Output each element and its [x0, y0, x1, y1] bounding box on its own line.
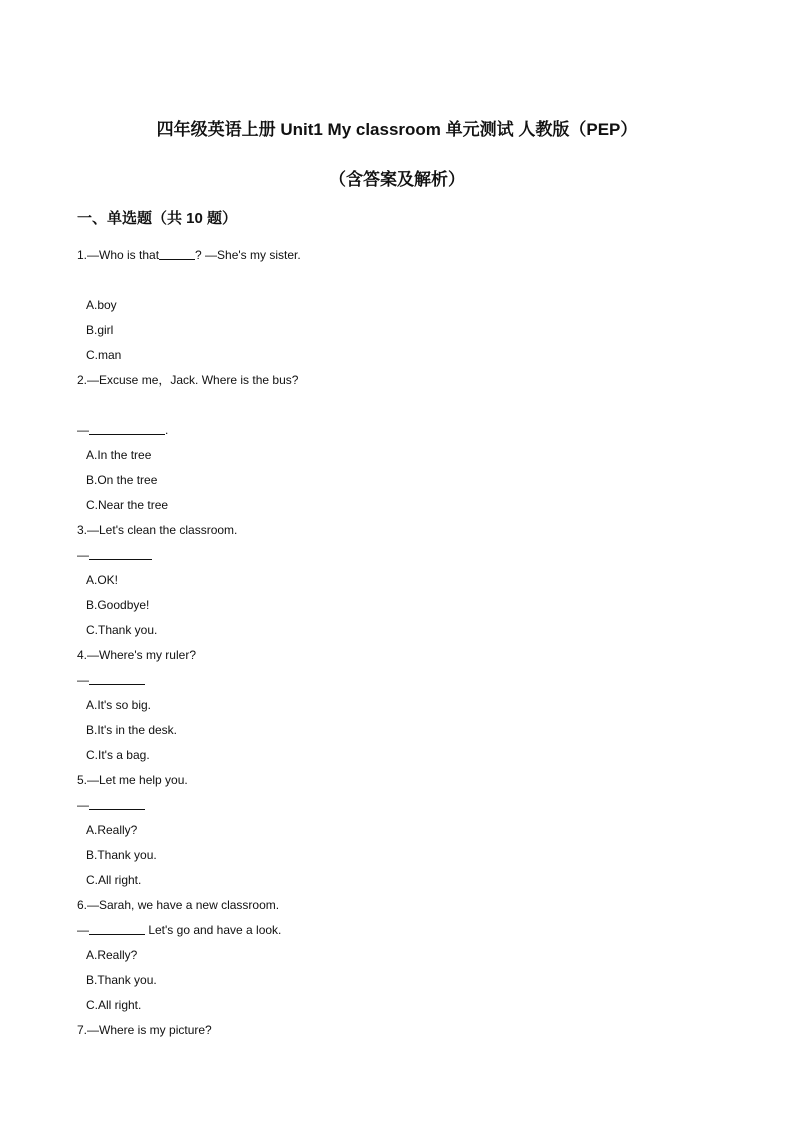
question-3-option-a: A.OK!: [86, 573, 119, 587]
question-5-reply: —: [77, 793, 737, 818]
question-6-reply: — Let's go and have a look.: [77, 918, 737, 943]
question-1-option-a: A.boy: [86, 298, 117, 312]
question-1-stem: 1.—Who is that ? —She's my sister.: [77, 243, 737, 268]
question-4-option-b: B.It's in the desk.: [86, 723, 178, 737]
question-1-option-b: B.girl: [86, 323, 114, 337]
question-4-reply: —: [77, 668, 737, 693]
document-subtitle: （含答案及解析）: [329, 170, 465, 189]
question-3-reply: —: [77, 543, 737, 568]
answer-blank: [89, 670, 145, 685]
question-2-reply: — .: [77, 418, 737, 443]
section-heading: 一、单选题（共 10 题）: [77, 210, 238, 227]
question-4-option-a: A.It's so big.: [86, 698, 151, 712]
question-2-option-c: C.Near the tree: [86, 498, 169, 512]
question-list: [77, 243, 737, 1043]
question-5-option-c: C.All right.: [86, 873, 142, 887]
question-4-stem: 4.—Where's my ruler?: [77, 648, 196, 662]
answer-blank: [159, 245, 195, 260]
question-1-option-c: C.man: [86, 348, 122, 362]
question-2-option-a: A.In the tree: [86, 448, 152, 462]
question-6-stem: 6.—Sarah, we have a new classroom.: [77, 898, 280, 912]
answer-blank: [89, 795, 145, 810]
question-4-option-c: C.It's a bag.: [86, 748, 150, 762]
question-5-option-b: B.Thank you.: [86, 848, 157, 862]
question-6-option-b: B.Thank you.: [86, 973, 157, 987]
document-title: 四年级英语上册 Unit1 My classroom 单元测试 人教版（PEP）: [156, 120, 638, 139]
question-6-option-c: C.All right.: [86, 998, 142, 1012]
question-2-option-b: B.On the tree: [86, 473, 158, 487]
question-6-option-a: A.Really?: [86, 948, 138, 962]
question-7-stem: 7.—Where is my picture?: [77, 1023, 212, 1037]
answer-blank: [89, 420, 165, 435]
question-3-option-c: C.Thank you.: [86, 623, 158, 637]
question-5-option-a: A.Really?: [86, 823, 138, 837]
question-2-stem: 2.—Excuse me，Jack. Where is the bus?: [77, 373, 299, 387]
question-3-option-b: B.Goodbye!: [86, 598, 150, 612]
answer-blank: [89, 545, 152, 560]
answer-blank: [89, 920, 145, 935]
question-5-stem: 5.—Let me help you.: [77, 773, 188, 787]
question-3-stem: 3.—Let's clean the classroom.: [77, 523, 238, 537]
